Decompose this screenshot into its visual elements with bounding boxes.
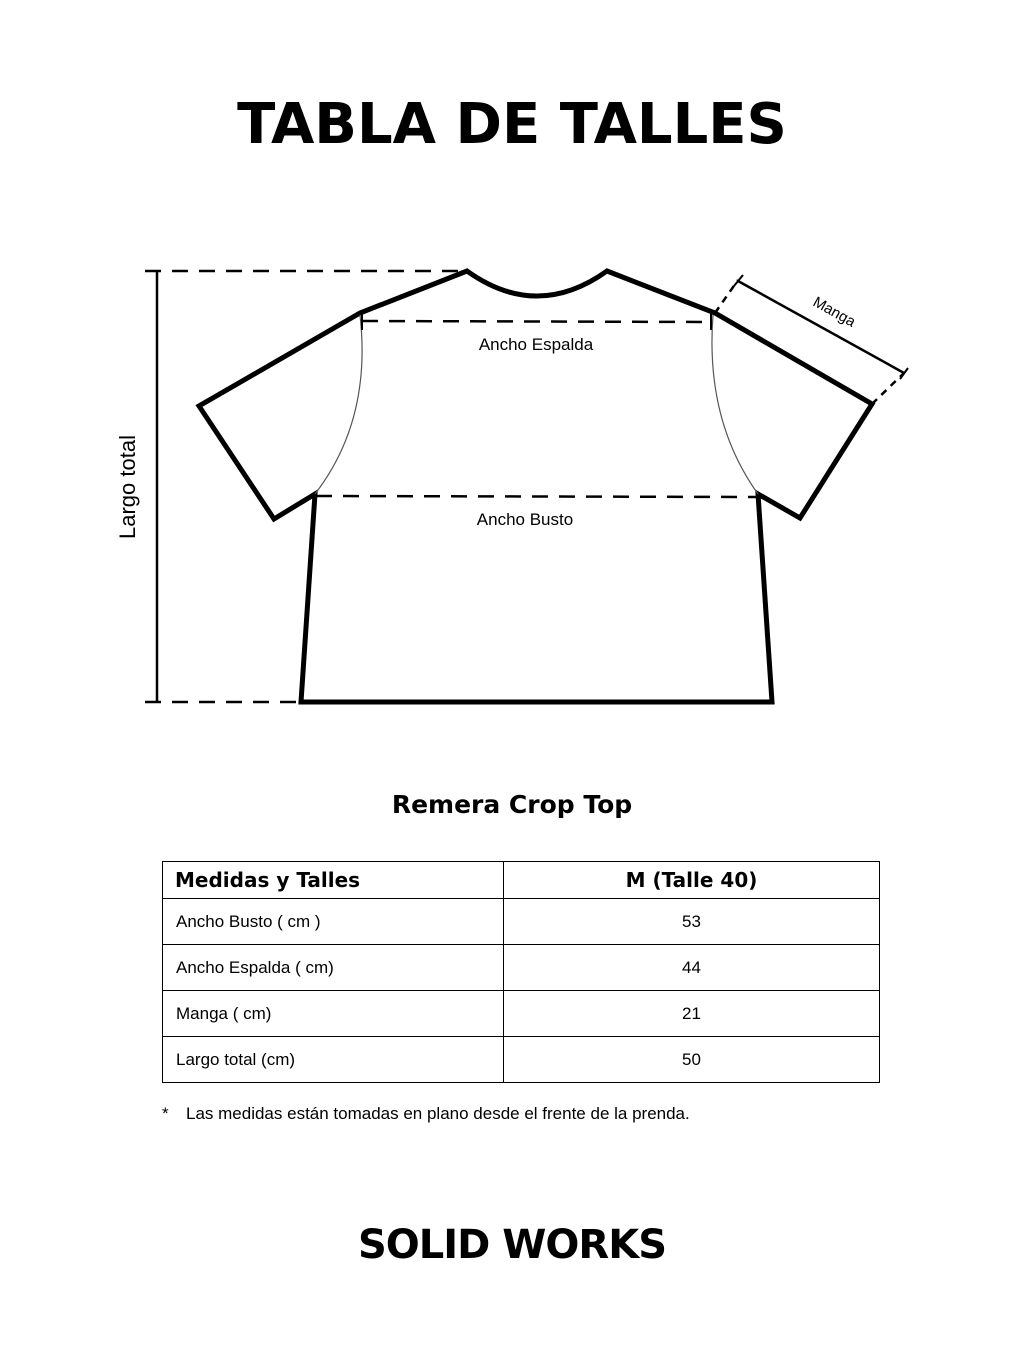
product-name: Remera Crop Top <box>391 790 633 819</box>
ancho-espalda-dash <box>362 321 713 322</box>
page-title: TABLA DE TALLES <box>237 92 787 157</box>
table-row <box>163 991 880 1037</box>
footnote <box>162 1104 690 1124</box>
table-header-row <box>163 862 880 899</box>
table-cell-value: 50 <box>504 1037 880 1083</box>
label-ancho-busto: Ancho Busto <box>476 510 574 529</box>
garment-diagram <box>90 230 930 730</box>
table-row <box>163 1037 880 1083</box>
table-cell-measure: Ancho Busto ( cm ) <box>163 899 504 945</box>
table-header-measure: Medidas y Talles <box>163 862 504 899</box>
armhole-right <box>712 315 758 494</box>
table-row <box>163 945 880 991</box>
table-cell-measure: Manga ( cm) <box>163 991 504 1037</box>
armhole-left <box>315 315 362 494</box>
footnote-marker: * <box>162 1104 169 1123</box>
table-cell-value: 44 <box>504 945 880 991</box>
table-cell-measure: Ancho Espalda ( cm) <box>163 945 504 991</box>
footnote-text: Las medidas están tomadas en plano desde el frente de la prenda. <box>186 1104 690 1123</box>
brand-logo: SOLID WORKS <box>357 1222 667 1268</box>
table-header-size: M (Talle 40) <box>504 862 880 899</box>
table-cell-value: 21 <box>504 991 880 1037</box>
table-cell-value: 53 <box>504 899 880 945</box>
label-manga: Manga <box>809 293 859 331</box>
size-table <box>162 861 880 1083</box>
table-row <box>163 899 880 945</box>
label-ancho-espalda: Ancho Espalda <box>478 335 594 354</box>
manga-tick-bottom <box>900 368 908 379</box>
ancho-busto-dash <box>316 496 757 497</box>
table-cell-measure: Largo total (cm) <box>163 1037 504 1083</box>
label-largo-total: Largo total <box>115 435 140 539</box>
manga-dash-bottom <box>872 373 904 404</box>
